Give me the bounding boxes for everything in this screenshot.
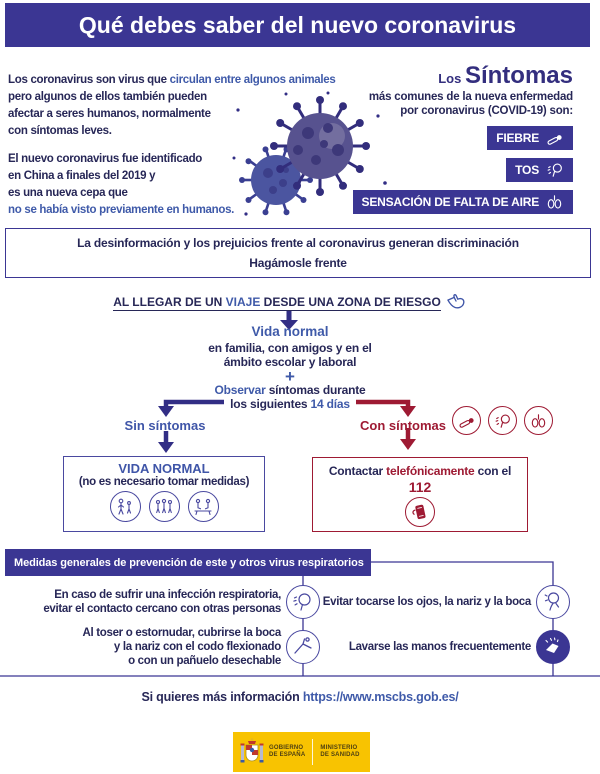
- vida-normal-desc-2: ámbito escolar y laboral: [223, 355, 357, 369]
- title-bar: [5, 3, 590, 47]
- logo-gobierno-text: GOBIERNO DE ESPAÑA: [269, 745, 306, 758]
- friends-icon: [153, 496, 175, 518]
- discrimination-line-1: La desinformación y los prejuicios frente al coronavirus generan discriminación: [77, 235, 519, 250]
- vida-normal-box-note: (no es necesario tomar medidas): [78, 476, 250, 488]
- symptoms-subtitle-2: por coronavirus (COVID-19) son:: [400, 105, 573, 117]
- thermometer-icon: [457, 413, 476, 429]
- cough-icon: [545, 162, 564, 178]
- thermometer-icon: [545, 130, 564, 146]
- footer-info: Si quieres más información https://www.mscbs.gob.es/: [141, 690, 459, 704]
- measure-item-sneeze: Al toser o estornudar, cubrirse la boca y la nariz con el codo flexionado o con un pañuelo desechable: [82, 627, 281, 667]
- intro-paragraph-1: Los coronavirus son virus que circulan entre algunos animales pero algunos de ellos también pueden afectar a seres humanos, normalmente con síntomas leves.: [8, 74, 336, 137]
- badge-tos: TOS: [506, 158, 573, 182]
- logo-divider: [312, 739, 313, 765]
- lungs-icon: [545, 194, 564, 210]
- observe-line-2: los siguientes 14 días: [230, 397, 350, 411]
- lungs-icon: [529, 413, 548, 429]
- government-logo: [233, 732, 370, 772]
- logo-ministerio-text: MINISTERIO DE SANIDAD: [320, 745, 360, 758]
- info-url-link[interactable]: https://www.mscbs.gob.es/: [302, 690, 459, 704]
- family-icon: [114, 496, 136, 518]
- spain-coat-of-arms: [240, 737, 264, 767]
- symptoms-section: [253, 62, 573, 214]
- travel-flowchart: [0, 290, 600, 543]
- hand-wash-icon: [541, 635, 565, 659]
- observe-line-1: Observar síntomas durante: [214, 383, 366, 397]
- elbow-cough-icon: [291, 635, 315, 659]
- vida-normal-box: [63, 456, 265, 532]
- measure-item-wash-hands: Lavarse las manos frecuentemente: [348, 641, 531, 653]
- hand-pointer-icon: [445, 292, 467, 310]
- badge-fiebre: FIEBRE: [487, 126, 573, 150]
- discrimination-box: [5, 228, 591, 278]
- symptoms-subtitle-1: más comunes de la nueva enfermedad: [368, 91, 573, 103]
- measures-banner: Medidas generales de prevención de este y otros virus respiratorios: [5, 549, 371, 576]
- contact-instruction: Contactar telefónicamente con el: [328, 464, 512, 478]
- measure-item-touch-face: Evitar tocarse los ojos, la nariz y la boca: [322, 596, 531, 608]
- symptoms-heading: Los Síntomas: [438, 62, 573, 89]
- work-icon: [192, 496, 214, 518]
- prevention-section: [0, 543, 600, 684]
- contact-box: [312, 457, 528, 532]
- face-touch-icon: [541, 590, 565, 614]
- badge-falta-de-aire: SENSACIÓN DE FALTA DE AIRE: [353, 190, 573, 214]
- measure-item-infection: En caso de sufrir una infección respiratoria, evitar el contacto cercano con otras personas: [43, 589, 281, 615]
- travel-heading: AL LLEGAR DE UN VIAJE DESDE UNA ZONA DE RIESGO: [0, 292, 580, 310]
- cough-face-icon: [291, 590, 315, 614]
- vida-normal-label: Vida normal: [251, 324, 329, 339]
- vida-normal-desc-1: en familia, con amigos y en el: [208, 341, 372, 355]
- con-sintomas-icons: [452, 406, 553, 435]
- vida-normal-box-title: VIDA NORMAL: [118, 461, 210, 476]
- intro-paragraph-2: El nuevo coronavirus fue identificado en China a finales del 2019 y es una nueva cepa que no se había visto previamente en humanos.: [8, 153, 235, 216]
- page-title: Qué debes saber del nuevo coronavirus: [78, 11, 517, 38]
- plus-icon: +: [285, 367, 295, 386]
- con-sintomas-label: Con síntomas: [360, 418, 446, 433]
- cough-icon: [493, 413, 512, 429]
- discrimination-line-2: Hagámosle frente: [249, 256, 347, 271]
- sin-sintomas-label: Sin síntomas: [124, 418, 206, 433]
- emergency-number: 112: [408, 479, 432, 495]
- phone-icon: [410, 502, 430, 522]
